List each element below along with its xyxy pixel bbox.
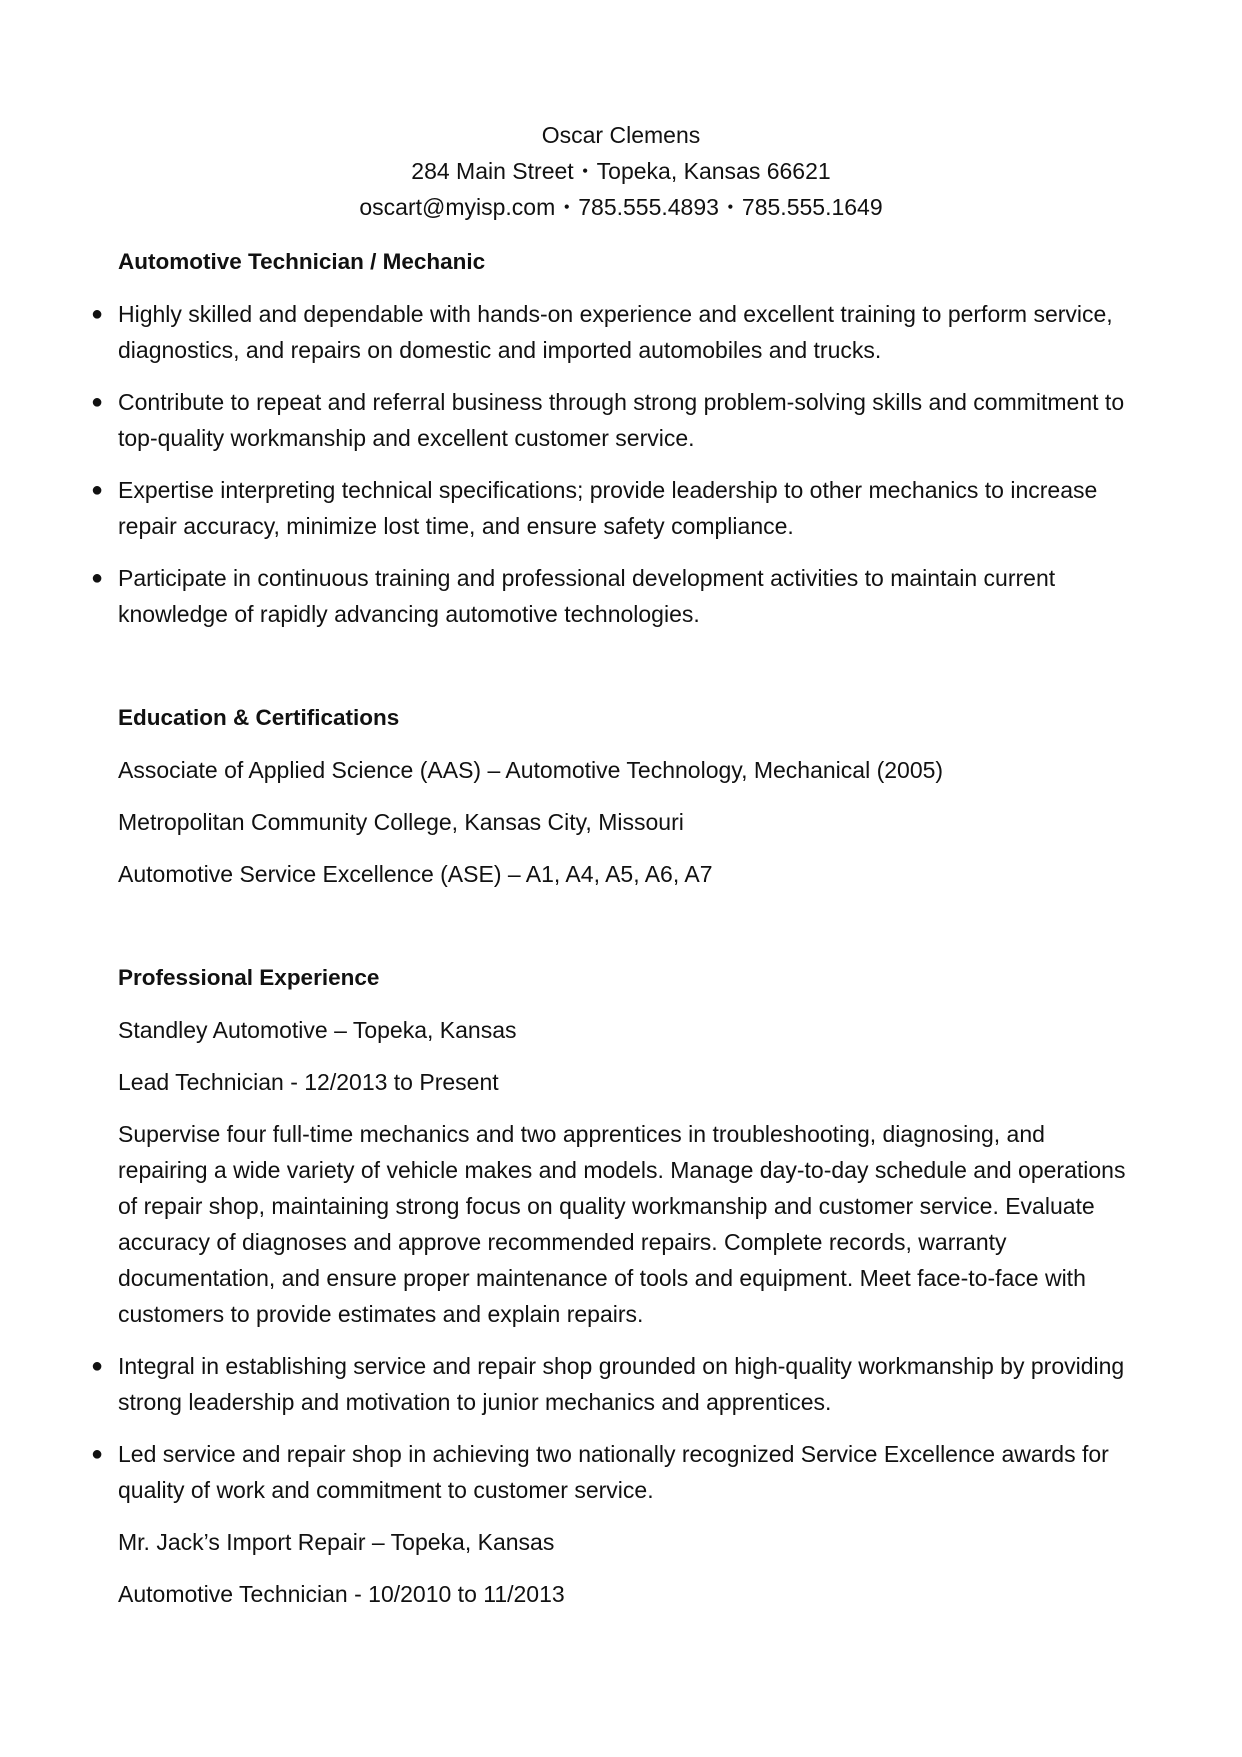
school-line: Metropolitan Community College, Kansas City, Missouri bbox=[118, 809, 684, 835]
summary-bullet bbox=[91, 560, 1128, 632]
resume-body bbox=[91, 244, 1128, 1628]
job-description: Supervise four full-time mechanics and two apprentices in troubleshooting, diagnosing, and repairing a wide variety of vehicle makes and models. Manage day-to-day schedule and operations of repair shop, maintaining strong focus on quality workmanship and customer service. Evaluate accuracy of diagnoses and approve recommended repairs. Complete records, warranty documentation, and ensure proper maintenance of tools and equipment. Meet face-to-face with customers to provide estimates and explain repairs. bbox=[118, 1121, 1126, 1327]
job-role: Automotive Technician - 10/2010 to 11/2013 bbox=[118, 1581, 565, 1607]
job-bullets bbox=[91, 1348, 1128, 1508]
address-line: 284 Main Street・Topeka, Kansas 66621 bbox=[411, 158, 831, 184]
bullet-text: Integral in establishing service and repair shop grounded on high-quality workmanship by providing strong leadership and motivation to junior mechanics and apprentices. bbox=[118, 1353, 1125, 1415]
section-spacer bbox=[118, 648, 1128, 700]
certification-line: Automotive Service Excellence (ASE) – A1, A4, A5, A6, A7 bbox=[118, 861, 713, 887]
job-bullet bbox=[91, 1348, 1128, 1420]
bullet-text: Highly skilled and dependable with hands-on experience and excellent training to perform service, diagnostics, and repairs on domestic and imported automobiles and trucks. bbox=[118, 301, 1113, 363]
experience-title: Professional Experience bbox=[118, 965, 380, 990]
candidate-name: Oscar Clemens bbox=[541, 122, 701, 148]
summary-bullets bbox=[91, 296, 1128, 632]
summary-bullet bbox=[91, 472, 1128, 544]
summary-bullet bbox=[91, 384, 1128, 456]
bullet-icon: ● bbox=[91, 567, 104, 589]
summary-title: Automotive Technician / Mechanic bbox=[118, 249, 486, 274]
job-role: Lead Technician - 12/2013 to Present bbox=[118, 1069, 499, 1095]
bullet-icon: ● bbox=[91, 391, 104, 413]
degree-line: Associate of Applied Science (AAS) – Automotive Technology, Mechanical (2005) bbox=[118, 757, 944, 783]
summary-bullet bbox=[91, 296, 1128, 368]
bullet-text: Contribute to repeat and referral business through strong problem-solving skills and commitment to top-quality workmanship and excellent customer service. bbox=[118, 389, 1125, 451]
contact-line: oscart@myisp.com・785.555.4893・785.555.1649 bbox=[359, 194, 883, 220]
bullet-icon: ● bbox=[91, 1443, 104, 1465]
bullet-text: Led service and repair shop in achieving two nationally recognized Service Excellence awards for quality of work and commitment to customer service. bbox=[118, 1441, 1109, 1503]
bullet-icon: ● bbox=[91, 303, 104, 325]
contact-header bbox=[0, 117, 1242, 225]
bullet-icon: ● bbox=[91, 479, 104, 501]
job-bullet bbox=[91, 1436, 1128, 1508]
section-spacer bbox=[118, 908, 1128, 960]
bullet-text: Participate in continuous training and professional development activities to maintain current knowledge of rapidly advancing automotive technologies. bbox=[118, 565, 1056, 627]
education-title: Education & Certifications bbox=[118, 705, 400, 730]
bullet-icon: ● bbox=[91, 1355, 104, 1377]
bullet-text: Expertise interpreting technical specifications; provide leadership to other mechanics to increase repair accuracy, minimize lost time, and ensure safety compliance. bbox=[118, 477, 1098, 539]
job-employer: Mr. Jack’s Import Repair – Topeka, Kansas bbox=[118, 1529, 555, 1555]
job-employer: Standley Automotive – Topeka, Kansas bbox=[118, 1017, 517, 1043]
